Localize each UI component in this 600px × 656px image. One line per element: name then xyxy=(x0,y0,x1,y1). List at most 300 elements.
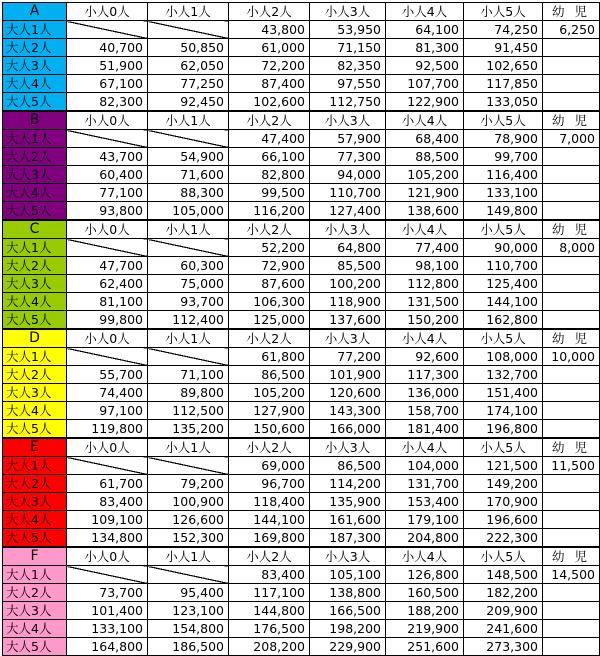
price-cell: 95,400 xyxy=(148,584,229,602)
adult-count-label: 大人5人 xyxy=(3,93,67,112)
price-cell: 187,300 xyxy=(310,529,386,548)
price-cell: 47,700 xyxy=(67,257,148,275)
price-cell: 204,800 xyxy=(386,529,464,548)
table-row xyxy=(3,257,600,275)
infant-empty-cell xyxy=(543,57,600,75)
price-cell: 92,600 xyxy=(386,348,464,366)
column-header: 小人2人 xyxy=(229,547,310,566)
price-cell: 98,100 xyxy=(386,257,464,275)
price-cell: 100,200 xyxy=(310,275,386,293)
table-row xyxy=(3,239,600,257)
price-cell: 77,300 xyxy=(310,148,386,166)
price-cell: 105,000 xyxy=(148,202,229,221)
price-cell: 222,300 xyxy=(464,529,543,548)
column-header: 小人2人 xyxy=(229,3,310,21)
price-cell: 64,800 xyxy=(310,239,386,257)
price-cell: 110,700 xyxy=(464,257,543,275)
price-cell: 176,500 xyxy=(229,620,310,638)
column-header: 小人2人 xyxy=(229,111,310,130)
price-cell: 143,300 xyxy=(310,402,386,420)
price-cell: 101,900 xyxy=(310,366,386,384)
table-row xyxy=(3,93,600,112)
table-row xyxy=(3,148,600,166)
adult-count-label: 大人4人 xyxy=(3,402,67,420)
table-row xyxy=(3,475,600,493)
price-cell: 117,100 xyxy=(229,584,310,602)
not-applicable-cell xyxy=(148,457,229,475)
group-label: A xyxy=(3,3,67,21)
price-cell: 102,650 xyxy=(464,57,543,75)
adult-count-label: 大人3人 xyxy=(3,493,67,511)
infant-empty-cell xyxy=(543,39,600,57)
infant-empty-cell xyxy=(543,202,600,221)
price-cell: 134,800 xyxy=(67,529,148,548)
price-cell: 121,900 xyxy=(386,184,464,202)
not-applicable-cell xyxy=(148,239,229,257)
price-cell: 133,100 xyxy=(464,184,543,202)
price-cell: 138,800 xyxy=(310,584,386,602)
price-cell: 131,500 xyxy=(386,293,464,311)
price-cell: 133,050 xyxy=(464,93,543,112)
price-cell: 162,800 xyxy=(464,311,543,330)
table-row xyxy=(3,57,600,75)
adult-count-label: 大人3人 xyxy=(3,384,67,402)
price-cell: 50,850 xyxy=(148,39,229,57)
column-header: 幼 児 xyxy=(543,547,600,566)
price-cell: 99,700 xyxy=(464,148,543,166)
price-cell: 154,800 xyxy=(148,620,229,638)
adult-count-label: 大人3人 xyxy=(3,602,67,620)
price-cell: 68,400 xyxy=(386,130,464,148)
price-cell: 99,500 xyxy=(229,184,310,202)
price-cell: 89,800 xyxy=(148,384,229,402)
infant-price: 11,500 xyxy=(543,457,600,475)
price-cell: 83,400 xyxy=(67,493,148,511)
price-cell: 125,400 xyxy=(464,275,543,293)
price-cell: 138,600 xyxy=(386,202,464,221)
price-cell: 71,150 xyxy=(310,39,386,57)
price-cell: 62,050 xyxy=(148,57,229,75)
adult-count-label: 大人5人 xyxy=(3,311,67,330)
infant-empty-cell xyxy=(543,93,600,112)
price-cell: 120,600 xyxy=(310,384,386,402)
price-cell: 109,100 xyxy=(67,511,148,529)
price-cell: 69,000 xyxy=(229,457,310,475)
price-cell: 86,500 xyxy=(229,366,310,384)
table-row xyxy=(3,402,600,420)
price-cell: 108,000 xyxy=(464,348,543,366)
price-cell: 92,450 xyxy=(148,93,229,112)
infant-empty-cell xyxy=(543,402,600,420)
price-cell: 112,750 xyxy=(310,93,386,112)
column-header: 小人4人 xyxy=(386,3,464,21)
not-applicable-cell xyxy=(148,21,229,39)
price-cell: 78,900 xyxy=(464,130,543,148)
group-header-row xyxy=(3,3,600,21)
table-row xyxy=(3,311,600,330)
column-header: 幼 児 xyxy=(543,111,600,130)
table-row xyxy=(3,384,600,402)
table-row xyxy=(3,493,600,511)
price-cell: 53,950 xyxy=(310,21,386,39)
price-cell: 196,600 xyxy=(464,511,543,529)
column-header: 幼 児 xyxy=(543,438,600,457)
price-cell: 127,400 xyxy=(310,202,386,221)
price-cell: 74,400 xyxy=(67,384,148,402)
column-header: 小人2人 xyxy=(229,438,310,457)
price-cell: 74,250 xyxy=(464,21,543,39)
infant-empty-cell xyxy=(543,384,600,402)
group-header-row xyxy=(3,438,600,457)
infant-empty-cell xyxy=(543,602,600,620)
price-cell: 196,800 xyxy=(464,420,543,439)
price-cell: 208,200 xyxy=(229,638,310,656)
infant-empty-cell xyxy=(543,420,600,439)
price-cell: 64,100 xyxy=(386,21,464,39)
adult-count-label: 大人2人 xyxy=(3,148,67,166)
column-header: 小人1人 xyxy=(148,3,229,21)
column-header: 小人0人 xyxy=(67,3,148,21)
price-cell: 43,700 xyxy=(67,148,148,166)
price-cell: 118,400 xyxy=(229,493,310,511)
price-cell: 72,200 xyxy=(229,57,310,75)
column-header: 小人5人 xyxy=(464,438,543,457)
column-header: 小人1人 xyxy=(148,111,229,130)
adult-count-label: 大人1人 xyxy=(3,348,67,366)
not-applicable-cell xyxy=(148,130,229,148)
price-cell: 110,700 xyxy=(310,184,386,202)
column-header: 幼 児 xyxy=(543,3,600,21)
infant-empty-cell xyxy=(543,584,600,602)
price-cell: 77,100 xyxy=(67,184,148,202)
column-header: 小人2人 xyxy=(229,220,310,239)
column-header: 小人0人 xyxy=(67,329,148,348)
price-cell: 94,000 xyxy=(310,166,386,184)
column-header: 小人3人 xyxy=(310,3,386,21)
column-header: 小人4人 xyxy=(386,111,464,130)
infant-empty-cell xyxy=(543,366,600,384)
price-cell: 72,900 xyxy=(229,257,310,275)
adult-count-label: 大人4人 xyxy=(3,75,67,93)
infant-price: 10,000 xyxy=(543,348,600,366)
price-cell: 119,800 xyxy=(67,420,148,439)
adult-count-label: 大人4人 xyxy=(3,293,67,311)
price-cell: 126,600 xyxy=(148,511,229,529)
table-row xyxy=(3,620,600,638)
price-cell: 77,400 xyxy=(386,239,464,257)
price-cell: 52,200 xyxy=(229,239,310,257)
group-label: C xyxy=(3,220,67,239)
adult-count-label: 大人2人 xyxy=(3,366,67,384)
price-cell: 105,200 xyxy=(229,384,310,402)
price-table-body xyxy=(3,3,600,656)
adult-count-label: 大人2人 xyxy=(3,475,67,493)
column-header: 小人3人 xyxy=(310,547,386,566)
price-cell: 87,400 xyxy=(229,75,310,93)
not-applicable-cell xyxy=(148,348,229,366)
price-cell: 117,850 xyxy=(464,75,543,93)
price-cell: 116,200 xyxy=(229,202,310,221)
column-header: 小人0人 xyxy=(67,438,148,457)
price-cell: 132,700 xyxy=(464,366,543,384)
table-row xyxy=(3,293,600,311)
column-header: 小人0人 xyxy=(67,111,148,130)
group-label: B xyxy=(3,111,67,130)
price-cell: 198,200 xyxy=(310,620,386,638)
price-cell: 86,500 xyxy=(310,457,386,475)
price-cell: 169,800 xyxy=(229,529,310,548)
price-cell: 97,100 xyxy=(67,402,148,420)
infant-empty-cell xyxy=(543,638,600,656)
column-header: 小人1人 xyxy=(148,438,229,457)
price-cell: 188,200 xyxy=(386,602,464,620)
price-cell: 107,700 xyxy=(386,75,464,93)
adult-count-label: 大人5人 xyxy=(3,420,67,439)
price-cell: 148,500 xyxy=(464,566,543,584)
group-header-row xyxy=(3,111,600,130)
table-row xyxy=(3,39,600,57)
price-cell: 118,900 xyxy=(310,293,386,311)
price-cell: 241,600 xyxy=(464,620,543,638)
column-header: 小人5人 xyxy=(464,329,543,348)
adult-count-label: 大人1人 xyxy=(3,457,67,475)
not-applicable-cell xyxy=(67,21,148,39)
table-row xyxy=(3,529,600,548)
column-header: 小人0人 xyxy=(67,220,148,239)
not-applicable-cell xyxy=(67,566,148,584)
column-header: 小人5人 xyxy=(464,3,543,21)
price-cell: 47,400 xyxy=(229,130,310,148)
price-cell: 174,100 xyxy=(464,402,543,420)
price-cell: 112,500 xyxy=(148,402,229,420)
adult-count-label: 大人4人 xyxy=(3,511,67,529)
adult-count-label: 大人4人 xyxy=(3,184,67,202)
price-cell: 149,200 xyxy=(464,475,543,493)
price-cell: 62,400 xyxy=(67,275,148,293)
price-cell: 92,500 xyxy=(386,57,464,75)
column-header: 小人1人 xyxy=(148,329,229,348)
column-header: 幼 児 xyxy=(543,220,600,239)
adult-count-label: 大人5人 xyxy=(3,202,67,221)
table-row xyxy=(3,275,600,293)
column-header: 小人4人 xyxy=(386,438,464,457)
column-header: 小人3人 xyxy=(310,438,386,457)
price-cell: 219,900 xyxy=(386,620,464,638)
table-row xyxy=(3,638,600,656)
not-applicable-cell xyxy=(67,130,148,148)
table-row xyxy=(3,184,600,202)
price-cell: 149,800 xyxy=(464,202,543,221)
price-cell: 135,200 xyxy=(148,420,229,439)
price-cell: 54,900 xyxy=(148,148,229,166)
price-cell: 102,600 xyxy=(229,93,310,112)
price-cell: 61,700 xyxy=(67,475,148,493)
price-cell: 88,500 xyxy=(386,148,464,166)
group-header-row xyxy=(3,329,600,348)
price-cell: 81,300 xyxy=(386,39,464,57)
price-cell: 112,400 xyxy=(148,311,229,330)
table-row xyxy=(3,566,600,584)
adult-count-label: 大人2人 xyxy=(3,39,67,57)
column-header: 幼 児 xyxy=(543,329,600,348)
group-header-row xyxy=(3,220,600,239)
price-cell: 88,300 xyxy=(148,184,229,202)
price-cell: 82,350 xyxy=(310,57,386,75)
column-header: 小人5人 xyxy=(464,111,543,130)
price-cell: 73,700 xyxy=(67,584,148,602)
price-cell: 93,800 xyxy=(67,202,148,221)
price-cell: 273,300 xyxy=(464,638,543,656)
price-cell: 81,100 xyxy=(67,293,148,311)
table-row xyxy=(3,584,600,602)
table-row xyxy=(3,21,600,39)
price-cell: 122,900 xyxy=(386,93,464,112)
price-cell: 75,000 xyxy=(148,275,229,293)
price-cell: 181,400 xyxy=(386,420,464,439)
price-cell: 136,000 xyxy=(386,384,464,402)
price-cell: 93,700 xyxy=(148,293,229,311)
adult-count-label: 大人3人 xyxy=(3,57,67,75)
price-cell: 85,500 xyxy=(310,257,386,275)
price-cell: 150,200 xyxy=(386,311,464,330)
infant-price: 6,250 xyxy=(543,21,600,39)
price-table xyxy=(2,2,600,656)
price-cell: 106,300 xyxy=(229,293,310,311)
price-cell: 229,900 xyxy=(310,638,386,656)
price-cell: 82,300 xyxy=(67,93,148,112)
price-cell: 150,600 xyxy=(229,420,310,439)
price-cell: 144,100 xyxy=(229,511,310,529)
price-cell: 91,450 xyxy=(464,39,543,57)
infant-empty-cell xyxy=(543,475,600,493)
column-header: 小人5人 xyxy=(464,547,543,566)
price-cell: 160,500 xyxy=(386,584,464,602)
group-label: D xyxy=(3,329,67,348)
price-cell: 40,700 xyxy=(67,39,148,57)
adult-count-label: 大人5人 xyxy=(3,638,67,656)
price-cell: 144,100 xyxy=(464,293,543,311)
not-applicable-cell xyxy=(67,457,148,475)
price-cell: 123,100 xyxy=(148,602,229,620)
price-cell: 114,200 xyxy=(310,475,386,493)
price-cell: 77,200 xyxy=(310,348,386,366)
infant-empty-cell xyxy=(543,257,600,275)
price-cell: 137,600 xyxy=(310,311,386,330)
column-header: 小人3人 xyxy=(310,111,386,130)
infant-empty-cell xyxy=(543,311,600,330)
price-cell: 82,800 xyxy=(229,166,310,184)
column-header: 小人0人 xyxy=(67,547,148,566)
column-header: 小人5人 xyxy=(464,220,543,239)
price-cell: 90,000 xyxy=(464,239,543,257)
price-cell: 104,000 xyxy=(386,457,464,475)
price-cell: 186,500 xyxy=(148,638,229,656)
price-cell: 83,400 xyxy=(229,566,310,584)
price-cell: 152,300 xyxy=(148,529,229,548)
price-cell: 101,400 xyxy=(67,602,148,620)
price-cell: 51,900 xyxy=(67,57,148,75)
price-cell: 164,800 xyxy=(67,638,148,656)
price-cell: 96,700 xyxy=(229,475,310,493)
price-cell: 127,900 xyxy=(229,402,310,420)
price-cell: 131,700 xyxy=(386,475,464,493)
price-cell: 43,800 xyxy=(229,21,310,39)
table-row xyxy=(3,130,600,148)
infant-empty-cell xyxy=(543,493,600,511)
adult-count-label: 大人4人 xyxy=(3,620,67,638)
price-cell: 61,000 xyxy=(229,39,310,57)
price-cell: 166,000 xyxy=(310,420,386,439)
table-row xyxy=(3,202,600,221)
price-cell: 100,900 xyxy=(148,493,229,511)
price-cell: 153,400 xyxy=(386,493,464,511)
infant-price: 7,000 xyxy=(543,130,600,148)
price-cell: 60,400 xyxy=(67,166,148,184)
table-row xyxy=(3,166,600,184)
price-cell: 133,100 xyxy=(67,620,148,638)
price-cell: 79,200 xyxy=(148,475,229,493)
group-label: E xyxy=(3,438,67,457)
price-cell: 66,100 xyxy=(229,148,310,166)
adult-count-label: 大人2人 xyxy=(3,257,67,275)
column-header: 小人3人 xyxy=(310,220,386,239)
price-cell: 116,400 xyxy=(464,166,543,184)
table-row xyxy=(3,420,600,439)
group-header-row xyxy=(3,547,600,566)
price-cell: 126,800 xyxy=(386,566,464,584)
infant-empty-cell xyxy=(543,166,600,184)
column-header: 小人4人 xyxy=(386,220,464,239)
price-cell: 57,900 xyxy=(310,130,386,148)
not-applicable-cell xyxy=(148,566,229,584)
infant-price: 8,000 xyxy=(543,239,600,257)
table-row xyxy=(3,348,600,366)
price-cell: 60,300 xyxy=(148,257,229,275)
table-row xyxy=(3,366,600,384)
adult-count-label: 大人1人 xyxy=(3,130,67,148)
adult-count-label: 大人1人 xyxy=(3,21,67,39)
price-cell: 99,800 xyxy=(67,311,148,330)
table-row xyxy=(3,75,600,93)
infant-empty-cell xyxy=(543,148,600,166)
adult-count-label: 大人1人 xyxy=(3,239,67,257)
column-header: 小人4人 xyxy=(386,329,464,348)
column-header: 小人1人 xyxy=(148,547,229,566)
price-cell: 112,800 xyxy=(386,275,464,293)
price-cell: 121,500 xyxy=(464,457,543,475)
price-cell: 61,800 xyxy=(229,348,310,366)
infant-empty-cell xyxy=(543,293,600,311)
price-cell: 87,600 xyxy=(229,275,310,293)
column-header: 小人2人 xyxy=(229,329,310,348)
not-applicable-cell xyxy=(67,239,148,257)
infant-empty-cell xyxy=(543,275,600,293)
price-cell: 209,900 xyxy=(464,602,543,620)
price-cell: 105,200 xyxy=(386,166,464,184)
price-cell: 182,200 xyxy=(464,584,543,602)
infant-empty-cell xyxy=(543,620,600,638)
price-cell: 105,100 xyxy=(310,566,386,584)
price-cell: 144,800 xyxy=(229,602,310,620)
infant-price: 14,500 xyxy=(543,566,600,584)
group-label: F xyxy=(3,547,67,566)
price-cell: 135,900 xyxy=(310,493,386,511)
price-cell: 77,250 xyxy=(148,75,229,93)
infant-empty-cell xyxy=(543,529,600,548)
price-cell: 166,500 xyxy=(310,602,386,620)
adult-count-label: 大人1人 xyxy=(3,566,67,584)
price-cell: 179,100 xyxy=(386,511,464,529)
